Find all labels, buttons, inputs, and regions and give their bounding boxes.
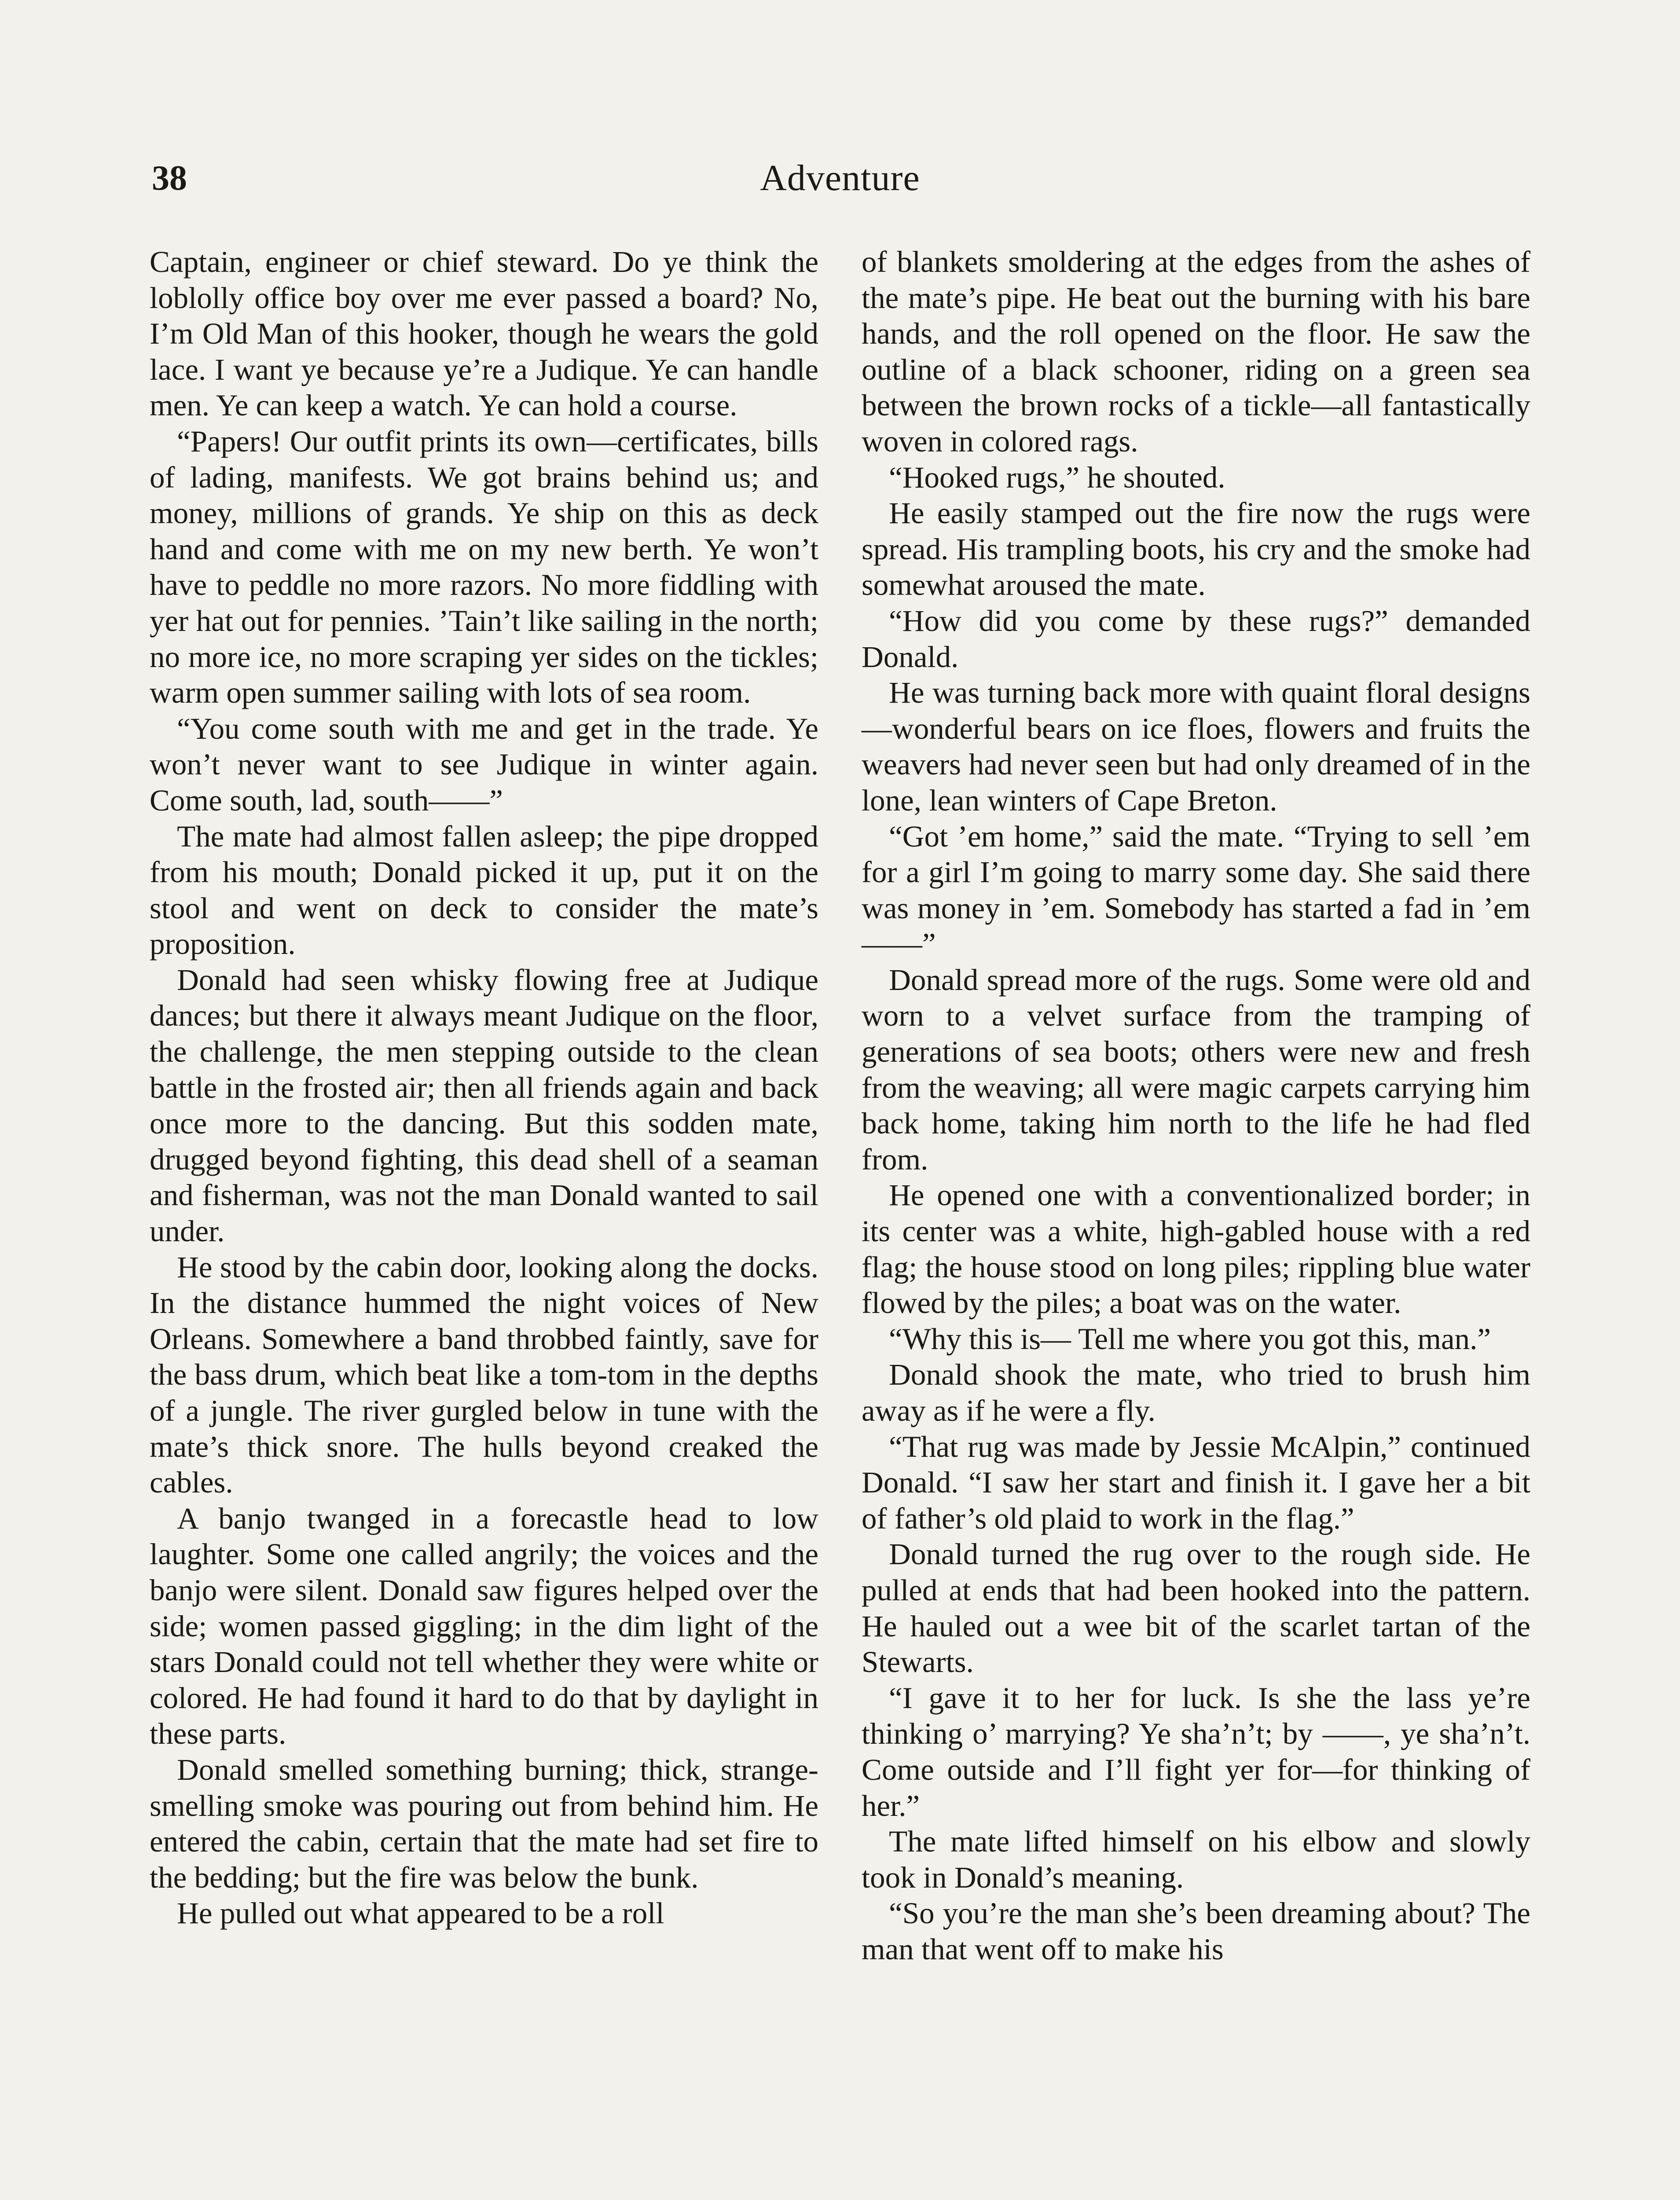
right-column — [862, 244, 1530, 1968]
page-number: 38 — [152, 159, 187, 198]
paragraph: A banjo twanged in a forecastle head to low laughter. Some one called angrily; the voices and the banjo were silent. Donald saw figures helped over the side; women passed giggling; in the dim light of the stars Donald could not tell whether they were white or colored. He had found it hard to do that by daylight in these parts. — [150, 1501, 818, 1751]
paragraph: He pulled out what appeared to be a roll — [177, 1896, 664, 1930]
paragraph: He was turning back more with quaint floral designs—wonderful bears on ice floes, flowers and fruits the weavers had never seen but had only dreamed of in the lone, lean winters of Cape Breton. — [862, 676, 1530, 817]
paragraph: Donald turned the rug over to the rough side. He pulled at ends that had been hooked into the pattern. He hauled out a wee bit of the scarlet tartan of the Stewarts. — [862, 1537, 1530, 1679]
paragraph: Donald shook the mate, who tried to brush him away as if he were a fly. — [862, 1358, 1530, 1427]
paragraph: “Hooked rugs,” he shouted. — [889, 460, 1225, 494]
running-head: Adventure — [760, 158, 920, 198]
paragraph: “Got ’em home,” said the mate. “Trying to sell ’em for a girl I’m going to marry some day. She said there was money in ’em. Somebody has started a fad in ’em——” — [862, 819, 1530, 961]
paragraph: Donald smelled something burning; thick, strange-smelling smoke was pouring out from behind him. He entered the cabin, certain that the mate had set fire to the bedding; but the fire was below the bunk. — [150, 1753, 818, 1894]
paragraph: Donald had seen whisky flowing free at Judique dances; but there it always meant Judique on the floor, the challenge, the men stepping outside to the clean battle in the frosted air; then all friends again and back once more to the dancing. But this sodden mate, drugged beyond fighting, this dead shell of a seaman and fisherman, was not the man Donald wanted to sail under. — [150, 963, 818, 1248]
paragraph: “So you’re the man she’s been dreaming about? The man that went off to make his — [862, 1896, 1530, 1966]
paragraph: The mate had almost fallen asleep; the pipe dropped from his mouth; Donald picked it up, put it on the stool and went on deck to consider the mate’s proposition. — [150, 819, 818, 961]
page-header — [152, 152, 1528, 205]
paragraph: Donald spread more of the rugs. Some were old and worn to a velvet surface from the tramping of generations of sea boots; others were new and fresh from the weaving; all were magic carpets carrying him back home, taking him north to the life he had fled from. — [862, 963, 1530, 1176]
paragraph: “You come south with me and get in the trade. Ye won’t never want to see Judique in winter again. Come south, lad, south——” — [150, 711, 818, 817]
paragraph: He stood by the cabin door, looking along the docks. In the distance hummed the night voices of New Orleans. Somewhere a band throbbed faintly, save for the bass drum, which beat like a tom-tom in the depths of a jungle. The river gurgled below in tune with the mate’s thick snore. The hulls beyond creaked the cables. — [150, 1250, 818, 1500]
paragraph: The mate lifted himself on his elbow and slowly took in Donald’s meaning. — [862, 1825, 1530, 1894]
paragraph: “Papers! Our outfit prints its own—certificates, bills of lading, manifests. We got brains behind us; and money, millions of grands. Ye ship on this as deck hand and come with me on my new berth. Ye won’t have to peddle no more razors. No more fiddling with yer hat out for pennies. ’Tain’t like sailing in the north; no more ice, no more scraping yer sides on the tickles; warm open summer sailing with lots of sea room. — [150, 424, 818, 710]
paragraph: “That rug was made by Jessie McAlpin,” continued Donald. “I saw her start and finish it. I gave her a bit of father’s old plaid to work in the flag.” — [862, 1430, 1530, 1535]
paragraph: “How did you come by these rugs?” demanded Donald. — [862, 604, 1530, 674]
paragraph: Captain, engineer or chief steward. Do ye think the loblolly office boy over me ever passed a board? No, I’m Old Man of this hooker, though he wears the gold lace. I want ye because ye’re a Judique. Ye can handle men. Ye can keep a watch. Ye can hold a course. — [150, 245, 818, 422]
paragraph: “Why this is— Tell me where you got this, man.” — [889, 1322, 1491, 1356]
left-column — [150, 244, 818, 1932]
paragraph: He opened one with a conventionalized border; in its center was a white, high-gabled house with a red flag; the house stood on long piles; rippling blue water flowed by the piles; a boat was on the water. — [862, 1178, 1530, 1320]
paragraph: He easily stamped out the fire now the rugs were spread. His trampling boots, his cry and the smoke had somewhat aroused the mate. — [862, 496, 1530, 602]
paragraph: “I gave it to her for luck. Is she the lass ye’re thinking o’ marrying? Ye sha’n’t; by ——, ye sha’n’t. Come outside and I’ll fight yer for—for thinking of her.” — [862, 1681, 1530, 1822]
paragraph: of blankets smoldering at the edges from the ashes of the mate’s pipe. He beat out the burning with his bare hands, and the roll opened on the floor. He saw the outline of a black schooner, riding on a green sea between the brown rocks of a tickle—all fantastically woven in colored rags. — [862, 245, 1530, 458]
